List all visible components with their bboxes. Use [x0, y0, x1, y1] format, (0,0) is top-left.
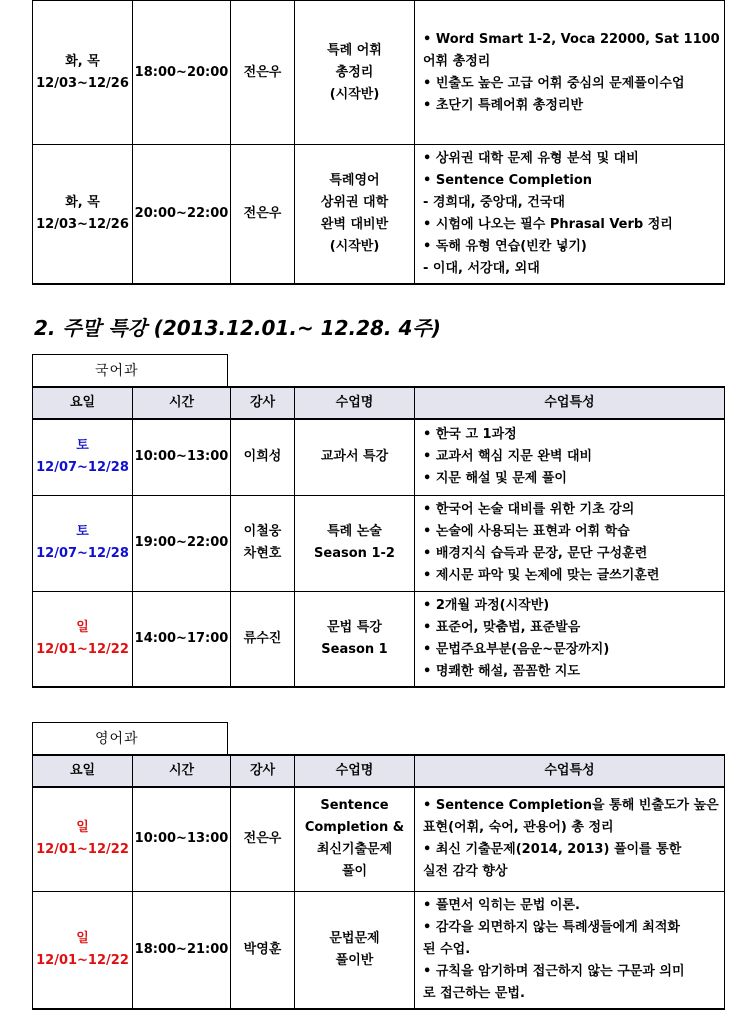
day-label: 일 — [76, 930, 89, 946]
feature-line: • 규칙을 암기하며 접근하지 않는 구문과 의미 — [423, 963, 685, 979]
day-cell — [33, 495, 133, 591]
features-cell — [415, 591, 725, 687]
features-cell — [415, 419, 725, 495]
weekday-schedule-table — [32, 0, 725, 285]
day-label: 화, 목 — [65, 53, 100, 69]
date-range: 12/03~12/26 — [36, 217, 129, 232]
column-header: 수업특성 — [415, 755, 725, 787]
course-name-line: 특례 어휘 — [327, 42, 382, 58]
feature-line: • 제시문 파악 및 논제에 맞는 글쓰기훈련 — [423, 568, 660, 583]
day-cell — [33, 891, 133, 1009]
feature-line: • 시험에 나오는 필수 Phrasal Verb 정리 — [423, 217, 673, 232]
subject-label-english: 영어과 — [32, 722, 228, 754]
course-name-line: 특례 논술 — [327, 524, 382, 539]
teacher-cell — [231, 1, 295, 145]
teacher-name: 전은우 — [243, 831, 282, 847]
course-name-line: 상위권 대학 — [320, 195, 389, 210]
day-cell — [33, 591, 133, 687]
time-cell: 18:00~21:00 — [133, 891, 231, 1009]
column-header: 요일 — [33, 387, 133, 419]
course-cell — [295, 145, 415, 285]
feature-line: - 이대, 서강대, 외대 — [423, 261, 540, 276]
feature-line: • Sentence Completion — [423, 173, 593, 188]
teacher-cell — [231, 145, 295, 285]
feature-line: • 문법주요부분(음운~문장까지) — [423, 641, 610, 657]
features-cell — [415, 891, 725, 1009]
course-cell — [295, 419, 415, 495]
feature-line: 어휘 총정리 — [423, 53, 491, 69]
column-header: 수업명 — [295, 755, 415, 787]
date-range: 12/01~12/22 — [36, 952, 129, 968]
course-cell — [295, 787, 415, 891]
feature-line: • 배경지식 습득과 문장, 문단 구성훈련 — [423, 546, 648, 561]
feature-line: • 한국 고 1과정 — [423, 427, 517, 443]
course-name-line: 최신기출문제 — [316, 842, 393, 858]
feature-line: • 한국어 논술 대비를 위한 기초 강의 — [423, 502, 635, 517]
teacher-name: 이희성 — [243, 449, 282, 465]
course-cell — [295, 891, 415, 1009]
date-range: 12/01~12/22 — [36, 641, 129, 657]
feature-line: • 교과서 핵심 지문 완벽 대비 — [423, 449, 593, 465]
teacher-name: 이철웅 — [243, 524, 282, 539]
day-label: 화, 목 — [65, 195, 100, 210]
feature-line: • 지문 해설 및 문제 풀이 — [423, 471, 567, 487]
day-cell — [33, 1, 133, 145]
time-cell: 19:00~22:00 — [133, 495, 231, 591]
time-cell: 14:00~17:00 — [133, 591, 231, 687]
teacher-cell — [231, 891, 295, 1009]
features-cell — [415, 145, 725, 285]
course-name-line: 총정리 — [335, 64, 374, 80]
table-row — [33, 787, 725, 891]
day-label: 일 — [76, 820, 89, 836]
feature-line: • 풀면서 익히는 문법 이론. — [423, 897, 580, 913]
feature-line: - 경희대, 중앙대, 건국대 — [423, 195, 565, 210]
course-name-line: 교과서 특강 — [320, 449, 389, 465]
teacher-name: 박영훈 — [243, 941, 282, 957]
time-cell: 10:00~13:00 — [133, 787, 231, 891]
course-cell — [295, 1, 415, 145]
column-header: 요일 — [33, 755, 133, 787]
feature-line: • 독해 유형 연습(빈칸 넣기) — [423, 239, 587, 254]
time-cell: 10:00~13:00 — [133, 419, 231, 495]
table-row — [33, 1, 725, 145]
feature-line: • 상위권 대학 문제 유형 분석 및 대비 — [423, 151, 639, 166]
teacher-cell — [231, 495, 295, 591]
feature-line: • 최신 기출문제(2014, 2013) 풀이를 통한 — [423, 842, 682, 858]
course-name-line: Completion & — [304, 820, 405, 836]
day-label: 토 — [76, 524, 89, 539]
teacher-name: 전은우 — [243, 206, 282, 221]
column-header: 수업특성 — [415, 387, 725, 419]
date-range: 12/01~12/22 — [36, 842, 129, 858]
day-label: 일 — [76, 619, 89, 635]
course-name-line: (시작반) — [329, 239, 380, 254]
day-cell — [33, 419, 133, 495]
course-name-line: 풀이반 — [335, 952, 374, 968]
time-cell: 18:00~20:00 — [133, 1, 231, 145]
feature-line: 실전 감각 향상 — [423, 864, 508, 880]
column-header: 시간 — [133, 387, 231, 419]
feature-line: • 감각을 외면하지 않는 특례생들에게 최적화 — [423, 919, 680, 935]
date-range: 12/07~12/28 — [36, 546, 129, 561]
table-row — [33, 495, 725, 591]
teacher-name: 차현호 — [243, 546, 282, 561]
feature-line: • 논술에 사용되는 표현과 어휘 학습 — [423, 524, 630, 539]
table-row — [33, 891, 725, 1009]
column-header: 강사 — [231, 387, 295, 419]
header-row — [33, 755, 725, 787]
feature-line: • Sentence Completion을 통해 빈출도가 높은 — [423, 798, 719, 814]
feature-line: • Word Smart 1-2, Voca 22000, Sat 1100 — [423, 31, 720, 47]
feature-line: 표현(어휘, 숙어, 관용어) 총 정리 — [423, 820, 614, 836]
date-range: 12/07~12/28 — [36, 460, 129, 476]
teacher-cell — [231, 787, 295, 891]
header-row — [33, 387, 725, 419]
table-row — [33, 591, 725, 687]
features-cell — [415, 495, 725, 591]
course-name-line: Sentence — [320, 798, 389, 814]
teacher-cell — [231, 419, 295, 495]
course-cell — [295, 591, 415, 687]
subject-label-korean: 국어과 — [32, 354, 228, 386]
teacher-cell — [231, 591, 295, 687]
course-name-line: 문법 특강 — [327, 619, 382, 635]
course-name-line: Season 1 — [321, 641, 388, 657]
course-name-line: 풀이 — [341, 864, 368, 880]
english-schedule-table — [32, 754, 725, 1010]
day-cell — [33, 787, 133, 891]
column-header: 시간 — [133, 755, 231, 787]
feature-line: 된 수업. — [423, 941, 471, 957]
feature-line: • 빈출도 높은 고급 어휘 중심의 문제풀이수업 — [423, 75, 685, 91]
features-cell — [415, 787, 725, 891]
column-header: 강사 — [231, 755, 295, 787]
course-name-line: 특례영어 — [329, 173, 380, 188]
time-cell: 20:00~22:00 — [133, 145, 231, 285]
teacher-name: 전은우 — [243, 64, 282, 80]
feature-line: • 2개월 과정(시작반) — [423, 597, 550, 613]
table-row — [33, 419, 725, 495]
features-cell — [415, 1, 725, 145]
course-name-line: 완벽 대비반 — [320, 217, 389, 232]
course-name-line: (시작반) — [329, 86, 380, 102]
table-row — [33, 145, 725, 285]
day-label: 토 — [76, 438, 89, 454]
korean-schedule-table — [32, 386, 725, 688]
feature-line: • 표준어, 맞춤법, 표준발음 — [423, 619, 581, 635]
column-header: 수업명 — [295, 387, 415, 419]
day-cell — [33, 145, 133, 285]
section-heading: 2. 주말 특강 (2013.12.01.~ 12.28. 4주) — [34, 316, 441, 340]
course-name-line: 문법문제 — [329, 930, 380, 946]
course-cell — [295, 495, 415, 591]
feature-line: • 초단기 특례어휘 총정리반 — [423, 97, 584, 113]
course-name-line: Season 1-2 — [314, 546, 395, 561]
feature-line: • 명쾌한 해설, 꼼꼼한 지도 — [423, 663, 580, 679]
feature-line: 로 접근하는 문법. — [423, 985, 525, 1001]
date-range: 12/03~12/26 — [36, 75, 129, 91]
teacher-name: 류수진 — [243, 630, 282, 646]
